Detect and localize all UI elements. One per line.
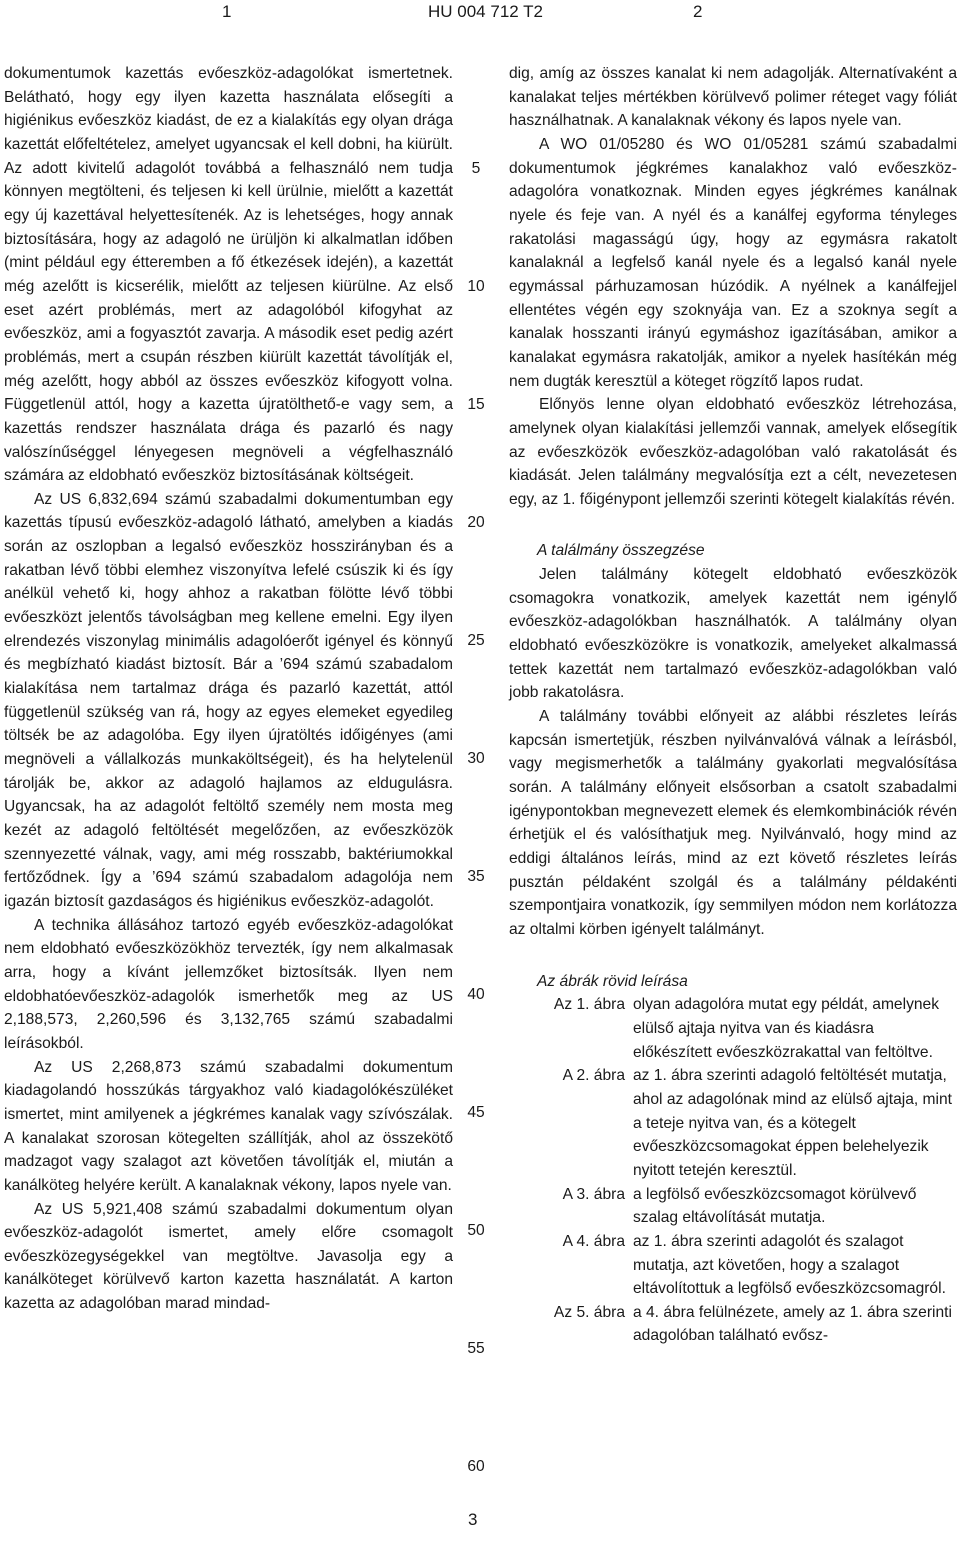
left-paragraph: Az US 5,921,408 számú szabadalmi dokumentum olyan evőeszköz-adagolót ismertet, amely előre csomagolt evőeszközegységekkel van megtöltve. Javasolja egy a kanálköteget körülvevő karton kazetta használatát. A karton kazetta az adagolóban marad mindad- <box>4 1200 453 1313</box>
right-page-number: 2 <box>693 2 703 21</box>
right-paragraph: A találmány további előnyeit az alábbi részletes leírás kapcsán ismertetjük, részben nyilvánvalóvá válnak a leírásból, vagy megismerhetők a találmány gyakorlati megvalósítása során. A találmány előnyeit elsősorban a csatolt szabadalmi igénypontokban megnevezett elemek és elemkombinációk révén érhetjük el és valósíthatjuk meg. Nyilvánvaló, hogy mind az eddigi általános leírás, mind az ezt követő részletes leírás pusztán példaként szolgál és a találmány példakénti szempontjaira vonatkozik, így semmilyen módon nem korlátozza az oltalmi körben igényelt találmányt. <box>509 708 957 938</box>
right-paragraph: Jelen találmány kötegelt eldobható evőeszközök csomagokra vonatkozik, amelyek kazettát nem igénylő evőeszköz-adagolókban használhatók. A találmány olyan eldobható evőeszközökre is vonatkozik, amelyeket alkalmassá tettek kazettát nem tartalmazó evőeszköz-adagolókban való jobb rakatolásra. <box>509 566 957 702</box>
figure-label: A 4. ábra <box>562 1232 625 1250</box>
figure-label: A 3. ábra <box>562 1185 625 1203</box>
left-column <box>4 62 453 1316</box>
right-paragraph: dig, amíg az összes kanalat ki nem adagolják. Alternatívaként a kanalakat teljes mértékben körülvevő polimer réteget vagy fóliát használhatnak. A kanalaknak vékony és lapos nyele van. <box>509 65 957 130</box>
figure-text: az 1. ábra szerinti adagolót és szalagot mutatja, azt követően, hogy a szalagot eltávolítottuk a legfölső evőeszközcsomagról. <box>633 1232 946 1298</box>
line-number: 50 <box>467 1222 485 1239</box>
figure-description <box>509 993 957 1064</box>
page-header <box>0 0 960 30</box>
line-number: 10 <box>467 278 485 295</box>
figure-description <box>509 1230 957 1301</box>
line-number: 5 <box>471 160 481 177</box>
right-paragraph: Előnyös lenne olyan eldobható evőeszköz létrehozása, amelynek olyan kialakítási jellemzői vannak, amelyek elősegítik az evőeszközök evőeszköz-adagolóban való rakatolását és kiadását. Jelen találmány megvalósítja ezt a célt, nevezetesen egy, az 1. főigénypont jellemzői szerinti kötegelt kialakítás révén. <box>509 396 957 508</box>
figures-heading: Az ábrák rövid leírása <box>537 972 688 990</box>
summary-heading: A találmány összegzése <box>537 542 705 560</box>
left-page-number: 1 <box>222 2 232 21</box>
figure-description <box>509 1064 957 1182</box>
line-number: 25 <box>467 632 485 649</box>
right-column <box>509 62 957 1348</box>
line-number: 35 <box>467 868 485 885</box>
line-number: 55 <box>467 1340 485 1357</box>
figure-description <box>509 1183 957 1230</box>
figure-text: olyan adagolóra mutat egy példát, amelynek elülső ajtaja nyitva van és kiadásra előkészített evőeszközrakattal van feltöltve. <box>633 996 940 1061</box>
left-paragraph: Az US 6,832,694 számú szabadalmi dokumentumban egy kazettás típusú evőeszköz-adagoló látható, amelyben a kiadás során az oszlopban a legalsó evőeszköz hosszirányban és a rakatban lévő többi elemhez viszonyítva lefelé csúszik ki és így anélkül vehető ki, hogy ahhoz a rakatban fölötte lévő többi evőeszközt jelentős távolságban meg kellene emelni. Egy ilyen elrendezés viszonylag minimális adagolóerőt igényel és könnyű és megbízható kiadást biztosít. Bár a ’694 számú szabadalom kialakítása nem tartalmaz drága és pazarló kazettát, attól függetlenül szükség van rá, hogy az egyes elemeket egyedileg töltsék be az adagolóba. Egy ilyen újratöltés időigényes (ami megnöveli a vállalkozás munkaköltségeit), és ha helytelenül tárolják be, akkor az adagoló hajlamos az eldugulásra. Ugyancsak, ha az adagolót feltöltő személy nem mosta meg kezét az adagoló feltöltését megelőzően, az evőeszközök szennyezetté válnak, vagy, ami még rosszabb, baktériumokkal fertőződnek. Így a ’694 számú szabadalom adagolója nem igazán biztosít gazdaságos és higiénikus evőeszköz-adagolót. <box>4 490 453 910</box>
left-paragraph: A technika állásához tartozó egyéb evőeszköz-adagolókat nem eldobható evőeszközökhöz tervezték, így nem alkalmasak arra, hogy a kívánt jellemzőket biztosítsák. Ilyen nem eldobhatóevőeszköz-adagolók ismerhetők meg az US 2,188,573, 2,260,596 és 3,132,765 számú szabadalmi leírásokból. <box>4 916 453 1052</box>
line-number: 60 <box>467 1458 485 1475</box>
left-paragraph: Az US 2,268,873 számú szabadalmi dokumentum kiadagolandó hosszúkás tárgyakhoz való kiadagolókészüléket ismertet, mint amilyenek a jégkrémes kanalak vagy szívószálak. A kanalakat szorosan kötegelten szállítják, ahol az összekötő madzagot vagy szalagot azt követően távolítják el, miután a kanálköteg helyére került. A kanalaknak vékony, lapos nyele van. <box>4 1058 453 1194</box>
figure-text: a legfölső evőeszközcsomagot körülvevő szalag eltávolítását mutatja. <box>633 1185 917 1227</box>
figure-text: az 1. ábra szerinti adagoló feltöltését mutatja, ahol az adagolónak mind az elülső ajtaja, mint a teteje nyitva van, és a kötegelt evőeszközcsomagokat éppen belehelyezik nyitott tetején keresztül. <box>633 1067 953 1179</box>
document-id: HU 004 712 T2 <box>428 2 543 21</box>
figure-label: Az 5. ábra <box>553 1303 625 1321</box>
page-footer-number: 3 <box>468 1510 478 1529</box>
figure-label: Az 1. ábra <box>553 996 625 1014</box>
line-number: 20 <box>467 514 485 531</box>
line-number: 40 <box>467 986 485 1003</box>
right-paragraph: A WO 01/05280 és WO 01/05281 számú szabadalmi dokumentumok jégkrémes kanalakhoz való evőeszköz-adagolóra vonatkoznak. Minden egyes jégkrémes kanálnak nyele és feje van. A nyél és a kanálfej egyforma tényleges rakatolási magasságú úgy, hogy az egymásra rakatolt kanalaknál a legfelső kanál nyele és a legalsó kanál nyele egymással párhuzamosan húzódik. A nyélnek a kanálfejjel ellentétes végén egy szoknyája van. Ez a szoknya segít a kanalak hosszanti irányú egymáshoz igazításában, amikor a kanalakat egymásra rakatolják, amikor a nyelek hasítékán még nem dugták keresztül a köteget rögzítő lapos rudat. <box>509 135 957 390</box>
figure-text: a 4. ábra felülnézete, amely az 1. ábra szerinti adagolóban található evősz- <box>633 1303 952 1345</box>
left-paragraph: dokumentumok kazettás evőeszköz-adagolókat ismertetnek. Belátható, hogy egy ilyen kazetta használata elősegíti a higiénikus evőeszköz kiadást, de ez a kialakítás egy olyan drága kazettát előfeltételez, amelyet ugyancsak el kell dobni, ha kiürült. Az adott kivitelű adagolót továbbá a felhasználó nem tudja könnyen megtölteni, és teljesen ki kell ürülnie, mielőtt a kazettát egy új kazettával helyettesítenék. Az is lehetséges, hogy annak biztosítására, hogy az adagoló ne ürüljön ki alkalmatlan időben (mint például egy étteremben a fő étkezések idején), a kazettát még azelőtt is kicserélik, mielőtt az teljesen kiürülne. Az első eset azért problémás, mert az adagolóból kifogyhat az evőeszköz, ami a fogyasztót zavarja. A második eset pedig azért problémás, mert a csupán részben kiürült kazettát távolítják el, még azelőtt, hogy abból az összes evőeszköz kifogyott volna. Függetlenül attól, hogy a kazetta újratölthető-e vagy sem, a kazettás rendszer használata drága és pazarló és nagy valószínűséggel lényegesen megnöveli a végfelhasználó számára az eldobható evőeszköz biztosításának költségeit. <box>4 65 453 485</box>
line-number: 15 <box>467 396 485 413</box>
figure-description <box>509 1301 957 1348</box>
line-number: 45 <box>467 1104 485 1121</box>
figure-label: A 2. ábra <box>562 1067 625 1085</box>
line-number: 30 <box>467 750 485 767</box>
